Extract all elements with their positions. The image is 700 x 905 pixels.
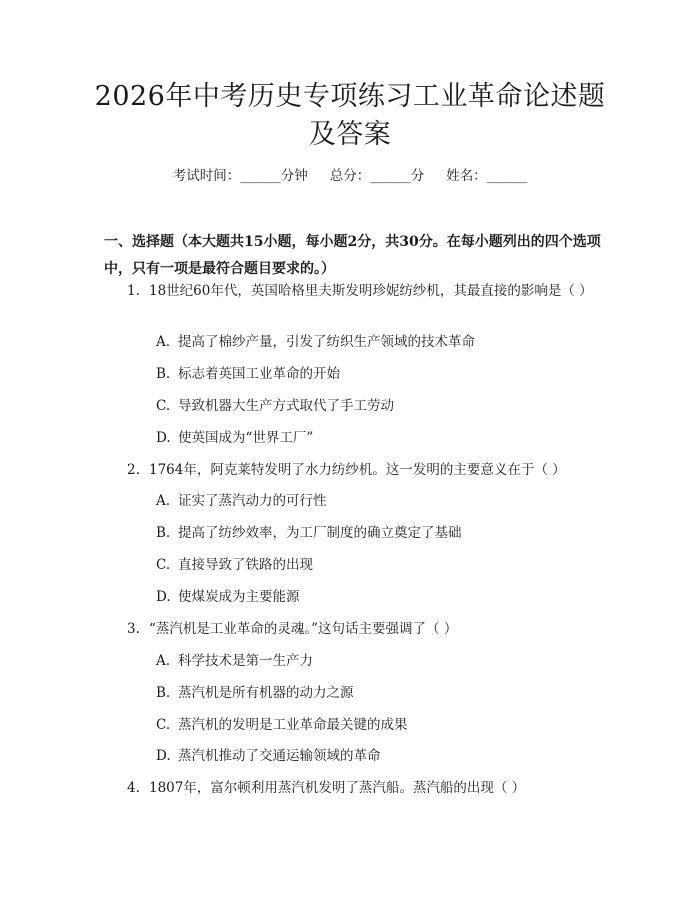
- question-1-option-b: [156, 364, 596, 384]
- option-letter: B.: [156, 685, 171, 701]
- question-number: 1.: [127, 283, 140, 299]
- option-text: 使煤炭成为主要能源: [178, 589, 300, 605]
- question-3-option-b: [156, 683, 596, 703]
- option-letter: A.: [156, 493, 171, 509]
- question-2-option-c: [156, 555, 596, 575]
- exam-info-line: [0, 166, 700, 186]
- page-title: 2026年中考历史专项练习工业革命论述题及答案: [94, 81, 606, 150]
- option-letter: A.: [156, 653, 171, 669]
- question-number: 4.: [127, 780, 140, 796]
- question-text: 18世纪60年代，英国哈格里夫斯发明珍妮纺纱机，其最直接的影响是（ ）: [149, 283, 593, 299]
- question-4: [104, 776, 604, 801]
- question-2-option-d: [156, 587, 596, 607]
- option-text: 蒸汽机推动了交通运输领域的革命: [178, 748, 381, 764]
- option-letter: A.: [156, 334, 171, 350]
- question-text: 1807年，富尔顿利用蒸汽机发明了蒸汽船。蒸汽船的出现（ ）: [149, 780, 526, 796]
- option-letter: C.: [156, 398, 171, 414]
- question-number: 2.: [127, 462, 140, 478]
- option-text: 蒸汽机是所有机器的动力之源: [178, 685, 354, 701]
- option-text: 提高了棉纱产量，引发了纺织生产领域的技术革命: [178, 334, 475, 350]
- option-text: 提高了纺纱效率，为工厂制度的确立奠定了基础: [178, 525, 462, 541]
- option-letter: D.: [156, 589, 171, 605]
- question-3: [104, 617, 604, 642]
- student-name-label: 姓名：______: [446, 168, 528, 184]
- option-letter: B.: [156, 366, 171, 382]
- question-3-option-c: [156, 715, 596, 735]
- question-3-option-d: [156, 746, 596, 766]
- option-letter: D.: [156, 748, 171, 764]
- option-text: 直接导致了铁路的出现: [178, 557, 313, 573]
- option-text: 证实了蒸汽动力的可行性: [178, 493, 327, 509]
- question-text: “蒸汽机是工业革命的灵魂。”这句话主要强调了（ ）: [149, 621, 458, 637]
- question-1-option-d: [156, 428, 596, 448]
- question-2-option-b: [156, 523, 596, 543]
- question-text: 1764年，阿克莱特发明了水力纺纱机。这一发明的主要意义在于（ ）: [149, 462, 566, 478]
- question-number: 3.: [127, 621, 140, 637]
- option-letter: D.: [156, 430, 171, 446]
- question-2-option-a: [156, 491, 596, 511]
- exam-time-label: 考试时间：______分钟: [172, 168, 308, 184]
- question-3-option-a: [156, 651, 596, 671]
- option-letter: B.: [156, 525, 171, 541]
- question-1-option-a: [156, 332, 596, 352]
- section-heading: 一、选择题（本大题共15小题，每小题2分，共30分。在每小题列出的四个选项中，只有一项是最符合题目要求的。）: [104, 234, 601, 277]
- option-text: 导致机器大生产方式取代了手工劳动: [178, 398, 394, 414]
- option-letter: C.: [156, 557, 171, 573]
- option-text: 使英国成为“世界工厂”: [178, 430, 314, 446]
- option-text: 标志着英国工业革命的开始: [178, 366, 340, 382]
- option-text: 蒸汽机的发明是工业革命最关键的成果: [178, 717, 408, 733]
- question-2: [104, 458, 604, 483]
- question-1-option-c: [156, 396, 596, 416]
- option-letter: C.: [156, 717, 171, 733]
- total-score-label: 总分：______分: [329, 168, 425, 184]
- question-1: [104, 279, 604, 304]
- option-text: 科学技术是第一生产力: [178, 653, 313, 669]
